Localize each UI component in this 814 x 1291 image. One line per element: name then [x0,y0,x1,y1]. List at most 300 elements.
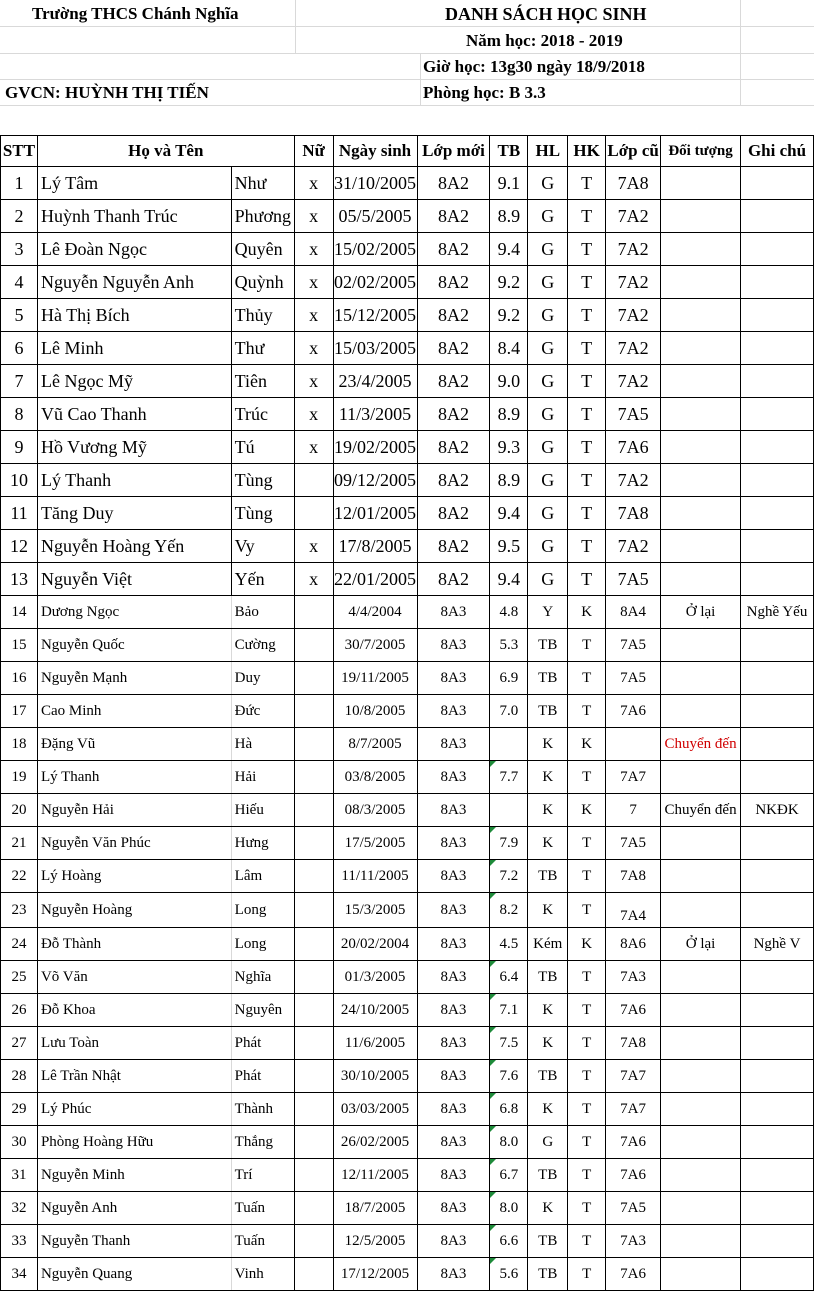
cell-category [661,200,741,233]
cell-stt: 23 [1,893,38,928]
cell-tb: 9.4 [490,233,528,266]
cell-tb: 9.2 [490,266,528,299]
cell-old-class: 7A6 [606,431,661,464]
cell-stt: 26 [1,994,38,1027]
cell-last-name: Như [231,167,294,200]
cell-hl: G [528,398,568,431]
cell-category [661,1225,741,1258]
cell-last-name: Hải [231,761,294,794]
cell-old-class: 7A8 [606,497,661,530]
cell-first-name: Nguyễn Minh [37,1159,231,1192]
table-row [1,530,814,563]
class-time: Giờ học: 13g30 ngày 18/9/2018 [423,57,645,76]
cell-category [661,860,741,893]
grid-line [0,79,814,80]
cell-hk: T [568,1093,606,1126]
cell-note [741,398,814,431]
cell-category: Ở lại [661,596,741,629]
cell-first-name: Lý Tâm [37,167,231,200]
cell-old-class: 7A2 [606,266,661,299]
cell-female [294,596,333,629]
cell-new-class: 8A2 [417,530,490,563]
col-full-name: Họ và Tên [37,136,294,167]
cell-hk: T [568,464,606,497]
cell-hl: TB [528,662,568,695]
cell-first-name: Nguyễn Hải [37,794,231,827]
cell-note [741,563,814,596]
col-tb: TB [490,136,528,167]
cell-stt: 16 [1,662,38,695]
cell-category [661,695,741,728]
cell-old-class: 7A5 [606,1192,661,1225]
cell-stt: 22 [1,860,38,893]
cell-category [661,893,741,928]
cell-old-class: 7A5 [606,629,661,662]
cell-dob: 19/11/2005 [333,662,417,695]
cell-note [741,167,814,200]
cell-old-class: 7A8 [606,167,661,200]
table-row [1,1027,814,1060]
cell-dob: 11/11/2005 [333,860,417,893]
cell-stt: 3 [1,233,38,266]
cell-new-class: 8A2 [417,431,490,464]
cell-hl: G [528,530,568,563]
table-row [1,1126,814,1159]
cell-stt: 15 [1,629,38,662]
cell-last-name: Trí [231,1159,294,1192]
cell-old-class: 7A5 [606,827,661,860]
cell-new-class: 8A3 [417,1093,490,1126]
cell-female [294,695,333,728]
cell-hl: G [528,332,568,365]
school-year: Năm học: 2018 - 2019 [466,31,623,50]
cell-female [294,961,333,994]
cell-category [661,1027,741,1060]
cell-old-class: 7A5 [606,563,661,596]
cell-female [294,728,333,761]
col-note: Ghi chú [741,136,814,167]
cell-hk: T [568,233,606,266]
cell-note [741,365,814,398]
cell-first-name: Đặng Vũ [37,728,231,761]
col-category: Đối tượng [661,136,741,167]
cell-old-class: 7A8 [606,1027,661,1060]
cell-first-name: Nguyễn Nguyễn Anh [37,266,231,299]
cell-tb: 9.1 [490,167,528,200]
cell-note [741,530,814,563]
cell-hk: T [568,994,606,1027]
table-row [1,596,814,629]
cell-stt: 12 [1,530,38,563]
cell-hl: G [528,167,568,200]
cell-tb: 6.9 [490,662,528,695]
cell-category [661,827,741,860]
cell-tb: 7.5 [490,1027,528,1060]
cell-first-name: Vũ Cao Thanh [37,398,231,431]
cell-first-name: Hồ Vương Mỹ [37,431,231,464]
cell-new-class: 8A3 [417,1126,490,1159]
cell-hl: K [528,827,568,860]
cell-note [741,1093,814,1126]
grid-line [0,26,814,27]
cell-last-name: Trúc [231,398,294,431]
cell-female: x [294,200,333,233]
table-row [1,1225,814,1258]
cell-first-name: Huỳnh Thanh Trúc [37,200,231,233]
col-dob: Ngày sinh [333,136,417,167]
cell-category [661,563,741,596]
cell-category [661,266,741,299]
cell-hl: Kém [528,928,568,961]
table-row [1,1192,814,1225]
cell-tb: 7.2 [490,860,528,893]
col-stt: STT [1,136,38,167]
cell-female [294,1027,333,1060]
cell-female: x [294,167,333,200]
cell-hl: G [528,563,568,596]
document-title: DANH SÁCH HỌC SINH [445,4,647,24]
cell-old-class: 7A2 [606,464,661,497]
table-row [1,662,814,695]
cell-hk: K [568,794,606,827]
col-hl: HL [528,136,568,167]
cell-note [741,1060,814,1093]
cell-old-class: 8A4 [606,596,661,629]
cell-new-class: 8A3 [417,728,490,761]
cell-dob: 03/8/2005 [333,761,417,794]
table-row [1,794,814,827]
cell-hl: K [528,893,568,928]
cell-hk: T [568,961,606,994]
cell-female [294,1159,333,1192]
cell-old-class: 7A2 [606,365,661,398]
cell-category: Chuyển đến [661,794,741,827]
cell-category [661,365,741,398]
cell-first-name: Lưu Toàn [37,1027,231,1060]
cell-dob: 23/4/2005 [333,365,417,398]
cell-new-class: 8A3 [417,1225,490,1258]
table-row [1,365,814,398]
cell-first-name: Nguyễn Thanh [37,1225,231,1258]
cell-hl: G [528,431,568,464]
cell-female [294,928,333,961]
cell-first-name: Lê Trần Nhật [37,1060,231,1093]
cell-dob: 12/11/2005 [333,1159,417,1192]
cell-note [741,1192,814,1225]
cell-hk: T [568,266,606,299]
cell-tb: 9.5 [490,530,528,563]
cell-hl: G [528,233,568,266]
cell-note [741,961,814,994]
cell-new-class: 8A3 [417,1060,490,1093]
cell-new-class: 8A3 [417,695,490,728]
table-row [1,299,814,332]
cell-new-class: 8A2 [417,233,490,266]
grid-line [295,0,296,53]
cell-first-name: Lý Thanh [37,464,231,497]
cell-note [741,200,814,233]
cell-dob: 10/8/2005 [333,695,417,728]
cell-hl: TB [528,860,568,893]
cell-hl: TB [528,1060,568,1093]
cell-last-name: Quỳnh [231,266,294,299]
cell-hk: T [568,695,606,728]
cell-stt: 32 [1,1192,38,1225]
cell-first-name: Lý Phúc [37,1093,231,1126]
cell-hl: G [528,1126,568,1159]
cell-old-class: 7A8 [606,860,661,893]
cell-tb: 6.6 [490,1225,528,1258]
cell-new-class: 8A3 [417,662,490,695]
cell-stt: 31 [1,1159,38,1192]
cell-hk: K [568,728,606,761]
cell-category [661,1192,741,1225]
cell-hl: G [528,299,568,332]
cell-last-name: Vy [231,530,294,563]
cell-last-name: Quyên [231,233,294,266]
cell-category [661,1093,741,1126]
cell-first-name: Nguyễn Quốc [37,629,231,662]
cell-hk: T [568,200,606,233]
cell-hl: K [528,994,568,1027]
cell-tb: 6.4 [490,961,528,994]
table-row [1,961,814,994]
table-row [1,266,814,299]
cell-dob: 8/7/2005 [333,728,417,761]
cell-category [661,332,741,365]
cell-tb: 6.7 [490,1159,528,1192]
cell-hl: K [528,1027,568,1060]
cell-hk: T [568,1192,606,1225]
cell-tb: 7.9 [490,827,528,860]
cell-new-class: 8A2 [417,200,490,233]
cell-old-class: 7A4 [606,893,661,928]
cell-last-name: Cường [231,629,294,662]
cell-category [661,961,741,994]
cell-stt: 14 [1,596,38,629]
cell-old-class: 7A2 [606,530,661,563]
cell-first-name: Nguyễn Anh [37,1192,231,1225]
cell-stt: 28 [1,1060,38,1093]
cell-hk: T [568,332,606,365]
cell-stt: 21 [1,827,38,860]
table-row [1,1093,814,1126]
cell-note: Nghề V [741,928,814,961]
table-row [1,431,814,464]
table-row [1,994,814,1027]
cell-new-class: 8A2 [417,167,490,200]
cell-old-class: 7A3 [606,1225,661,1258]
cell-category [661,530,741,563]
cell-stt: 8 [1,398,38,431]
cell-old-class: 7A5 [606,398,661,431]
cell-first-name: Tăng Duy [37,497,231,530]
cell-note: Nghề Yếu [741,596,814,629]
cell-dob: 20/02/2004 [333,928,417,961]
cell-old-class: 7A2 [606,332,661,365]
cell-tb: 8.9 [490,398,528,431]
cell-first-name: Đỗ Thành [37,928,231,961]
cell-category [661,464,741,497]
cell-tb [490,794,528,827]
cell-old-class: 7A5 [606,662,661,695]
cell-note [741,827,814,860]
cell-note [741,1225,814,1258]
cell-hl: K [528,1093,568,1126]
cell-note [741,464,814,497]
cell-first-name: Đỗ Khoa [37,994,231,1027]
cell-hk: T [568,365,606,398]
cell-tb: 7.1 [490,994,528,1027]
cell-tb: 4.5 [490,928,528,961]
cell-last-name: Tuấn [231,1192,294,1225]
cell-hk: T [568,167,606,200]
cell-hk: T [568,431,606,464]
cell-hk: T [568,629,606,662]
cell-last-name: Vinh [231,1258,294,1291]
cell-old-class: 7A6 [606,1159,661,1192]
table-row [1,1159,814,1192]
cell-female [294,827,333,860]
cell-category [661,431,741,464]
cell-last-name: Yến [231,563,294,596]
cell-female: x [294,530,333,563]
cell-dob: 02/02/2005 [333,266,417,299]
cell-category [661,1126,741,1159]
cell-dob: 30/7/2005 [333,629,417,662]
cell-old-class: 7A6 [606,1126,661,1159]
cell-hk: T [568,497,606,530]
cell-stt: 1 [1,167,38,200]
cell-stt: 13 [1,563,38,596]
cell-dob: 24/10/2005 [333,994,417,1027]
cell-new-class: 8A3 [417,994,490,1027]
cell-hk: K [568,596,606,629]
cell-category [661,662,741,695]
cell-dob: 11/3/2005 [333,398,417,431]
cell-hk: T [568,1126,606,1159]
cell-female [294,1093,333,1126]
table-row [1,497,814,530]
cell-last-name: Thành [231,1093,294,1126]
cell-stt: 34 [1,1258,38,1291]
cell-first-name: Lê Ngọc Mỹ [37,365,231,398]
cell-category [661,1060,741,1093]
cell-last-name: Tuấn [231,1225,294,1258]
cell-old-class: 7A6 [606,695,661,728]
cell-stt: 27 [1,1027,38,1060]
cell-new-class: 8A2 [417,563,490,596]
cell-female: x [294,431,333,464]
cell-last-name: Tùng [231,464,294,497]
cell-first-name: Lý Hoàng [37,860,231,893]
cell-old-class: 7A6 [606,1258,661,1291]
cell-tb: 8.4 [490,332,528,365]
cell-new-class: 8A3 [417,860,490,893]
cell-dob: 31/10/2005 [333,167,417,200]
cell-dob: 15/12/2005 [333,299,417,332]
cell-last-name: Phát [231,1027,294,1060]
cell-first-name: Nguyễn Văn Phúc [37,827,231,860]
cell-hl: G [528,200,568,233]
table-row [1,629,814,662]
cell-first-name: Nguyễn Hoàng Yến [37,530,231,563]
cell-first-name: Nguyễn Quang [37,1258,231,1291]
table-row [1,728,814,761]
cell-stt: 29 [1,1093,38,1126]
cell-dob: 30/10/2005 [333,1060,417,1093]
table-row [1,563,814,596]
cell-stt: 33 [1,1225,38,1258]
cell-old-class: 7A3 [606,961,661,994]
cell-note [741,332,814,365]
cell-new-class: 8A3 [417,928,490,961]
col-hk: HK [568,136,606,167]
cell-stt: 11 [1,497,38,530]
table-row [1,200,814,233]
cell-note [741,728,814,761]
cell-old-class: 7A6 [606,994,661,1027]
cell-dob: 15/3/2005 [333,893,417,928]
cell-last-name: Hưng [231,827,294,860]
cell-note [741,266,814,299]
cell-last-name: Tùng [231,497,294,530]
cell-female [294,860,333,893]
cell-dob: 05/5/2005 [333,200,417,233]
cell-hk: T [568,827,606,860]
cell-tb: 8.9 [490,464,528,497]
cell-new-class: 8A3 [417,1159,490,1192]
cell-female: x [294,365,333,398]
cell-note [741,893,814,928]
cell-tb: 8.9 [490,200,528,233]
cell-hk: T [568,893,606,928]
cell-female [294,994,333,1027]
cell-dob: 15/03/2005 [333,332,417,365]
cell-category [661,1159,741,1192]
cell-note [741,662,814,695]
cell-category: Ở lại [661,928,741,961]
cell-dob: 17/12/2005 [333,1258,417,1291]
cell-stt: 24 [1,928,38,961]
cell-category [661,167,741,200]
cell-dob: 17/8/2005 [333,530,417,563]
cell-old-class: 7A7 [606,1093,661,1126]
cell-hk: T [568,1159,606,1192]
sheet-header [0,0,814,135]
cell-female: x [294,299,333,332]
table-row [1,398,814,431]
cell-first-name: Dương Ngọc [37,596,231,629]
cell-hl: K [528,794,568,827]
cell-stt: 10 [1,464,38,497]
cell-female [294,794,333,827]
cell-category [661,497,741,530]
cell-last-name: Long [231,893,294,928]
cell-tb: 9.0 [490,365,528,398]
cell-female [294,629,333,662]
cell-female [294,1225,333,1258]
cell-tb: 7.0 [490,695,528,728]
cell-stt: 4 [1,266,38,299]
cell-last-name: Tú [231,431,294,464]
cell-last-name: Nghĩa [231,961,294,994]
cell-note [741,1159,814,1192]
table-row [1,695,814,728]
cell-last-name: Duy [231,662,294,695]
table-row [1,332,814,365]
cell-female: x [294,332,333,365]
